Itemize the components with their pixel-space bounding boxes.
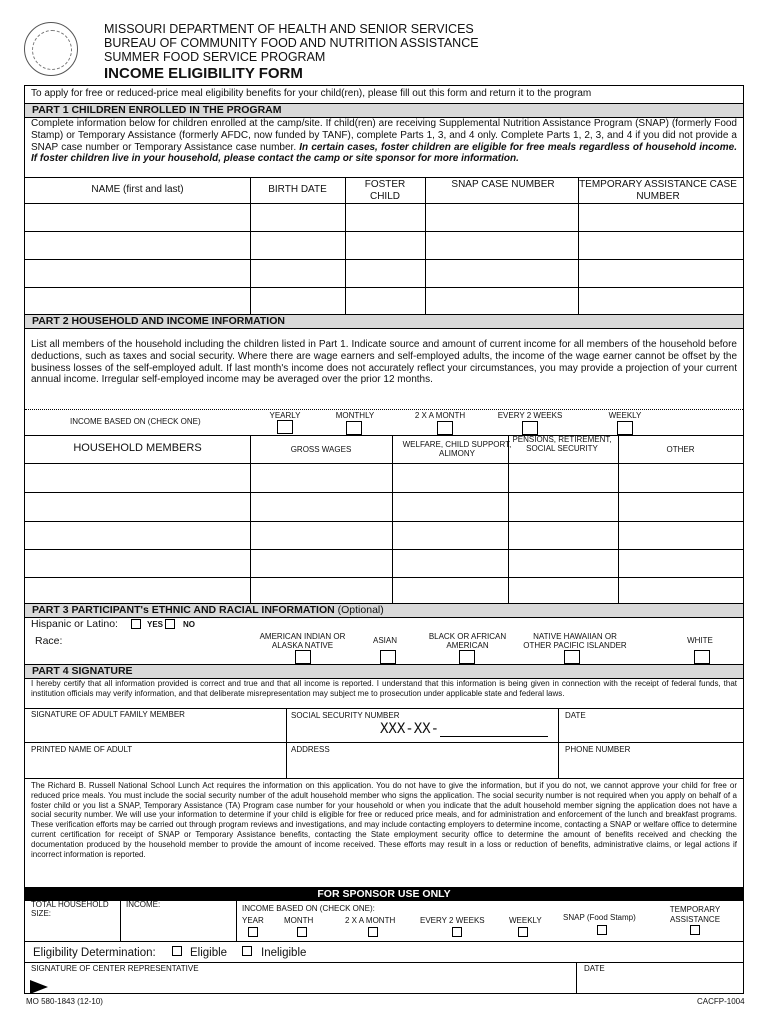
yes-label: YES (147, 620, 164, 629)
sponsor-month-label: MONTH (284, 916, 314, 925)
race-white-label: WHITE (687, 636, 713, 645)
rep-date-label: DATE (584, 964, 605, 973)
freq-weekly-label: WEEKLY (608, 411, 642, 420)
program-line: SUMMER FOOD SERVICE PROGRAM (104, 50, 326, 64)
freq-2xmonth-checkbox[interactable] (437, 421, 453, 435)
part4-heading: PART 4 SIGNATURE (25, 664, 743, 679)
date-field[interactable] (561, 720, 741, 740)
part2-row[interactable] (26, 522, 742, 548)
col-foster: FOSTER CHILD (364, 179, 406, 202)
race-white-checkbox[interactable] (694, 650, 710, 664)
agency-line-2: BUREAU OF COMMUNITY FOOD AND NUTRITION ASSISTANCE (104, 36, 479, 50)
col-birth-date: BIRTH DATE (268, 184, 327, 195)
freq-yearly-label: YEARLY (269, 411, 301, 420)
freq-2weeks-checkbox[interactable] (522, 421, 538, 435)
date-label: DATE (565, 711, 586, 720)
ssn-field[interactable]: XXX-XX- (380, 721, 440, 737)
sponsor-temp-checkbox[interactable] (690, 925, 700, 935)
sponsor-2xmonth-checkbox[interactable] (368, 927, 378, 937)
part1-instructions: Complete information below for children enrolled at the camp/site. If child(ren) are receiving Supplemental Nutrition Assistance Program (SNAP) (formerly Food Stamp) or Temporary Assistance (formerly AFDC, now funded by TANF), complete Parts 1, 3, and 4 only. Complete Parts 1, 2, 3, and 4 if you did not provide a SNAP case number or Temporary Assistance case number. In certain cases, foster children are eligible for free meals regardless of household income. If foster children live in your household, please contact the camp or site sponsor for more information. (31, 118, 737, 165)
agency-line-1: MISSOURI DEPARTMENT OF HEALTH AND SENIOR SERVICES (104, 22, 474, 36)
part2-row[interactable] (26, 550, 742, 576)
form-code: CACFP-1004 (697, 997, 745, 1006)
part2-instructions: List all members of the household including the children listed in Part 1. Indicate source and amount of current income for all members of the household before deductions, such as taxes and social security. Where there are wage earners and self-employed adults, the income of the wage earner cannot be offset by the business losses of the self-employed adult. If last month's income does not accurately reflect your circumstances, you may provide a projection of your current annual income. Irregular self-employed income may be averaged over the prior 12 months. (31, 339, 737, 386)
hispanic-label: Hispanic or Latino: (31, 618, 118, 630)
part1-row[interactable] (26, 204, 742, 230)
col-pensions: PENSIONS, RETIREMENT, SOCIAL SECURITY (512, 435, 612, 453)
race-american-indian-checkbox[interactable] (295, 650, 311, 664)
part3-heading: PART 3 PARTICIPANT's ETHNIC AND RACIAL INFORMATION (Optional) (25, 603, 743, 618)
eligible-checkbox[interactable] (172, 946, 182, 956)
col-temp: TEMPORARY ASSISTANCE CASE NUMBER (579, 179, 737, 202)
race-hawaiian-checkbox[interactable] (564, 650, 580, 664)
intro-text: To apply for free or reduced-price meal eligibility benefits for your child(ren), please fill out this form and return it to the program (31, 88, 592, 99)
part2-row[interactable] (26, 578, 742, 602)
freq-2xmonth-label: 2 X A MONTH (414, 411, 466, 420)
sponsor-heading: FOR SPONSOR USE ONLY (25, 887, 743, 901)
part1-row[interactable] (26, 232, 742, 258)
sponsor-year-checkbox[interactable] (248, 927, 258, 937)
race-black-checkbox[interactable] (459, 650, 475, 664)
eligible-label: Eligible (190, 947, 228, 959)
freq-2weeks-label: EVERY 2 WEEKS (497, 411, 563, 420)
col-gross-wages: GROSS WAGES (290, 445, 352, 454)
household-size-label: TOTAL HOUSEHOLD SIZE: (31, 900, 109, 918)
printed-name-label: PRINTED NAME OF ADULT (31, 745, 133, 754)
certification-text: I hereby certify that all information provided is correct and true and that all income is reported. I understand that this information is being given in connection with the receipt of federal funds, that institution officials may verify information, and that deliberate misrepresentation may subject me to prosecution under applicable state and federal laws. (31, 679, 737, 698)
no-label: NO (183, 620, 195, 629)
race-hawaiian-label: NATIVE HAWAIIAN OR OTHER PACIFIC ISLANDER (523, 632, 627, 650)
race-asian-checkbox[interactable] (380, 650, 396, 664)
sponsor-income-label: INCOME: (126, 900, 161, 909)
sponsor-2weeks-checkbox[interactable] (452, 927, 462, 937)
income-based-label: INCOME BASED ON (CHECK ONE) (70, 417, 201, 426)
col-name: NAME (first and last) (91, 184, 184, 195)
privacy-notice: The Richard B. Russell National School Lunch Act requires the information on this application. You do not have to give the information, but if you do not, we cannot approve your child for free or reduced price meals. You must include the social security number of the adult household member who signs the application. The social security number is not required when you apply on behalf of a foster child or you list a SNAP, Temporary Assistance (TA) Program case number for your household or when you indicate that the adult household member signing the application does not have a social security number. We will use your information to determine if your child is eligible for free or reduced price meals, and for administration and enforcement of the lunch and breakfast programs. These verification efforts may be carried out through program reviews and investigations, and may include contacting employers to determine income, contacting a SNAP or welfare office to determine current certification for receipt of SNAP or Temporary Assistance benefits, contacting the State employment security office to determine the amount of benefits received and checking the documentation produced by the household member to provide the amount of income received. These efforts may result in a loss or reduction of benefits, administrative claims, or legal actions if incorrect information is reported. (31, 781, 737, 859)
form-number: MO 580-1843 (12-10) (26, 997, 103, 1006)
sponsor-year-label: YEAR (242, 916, 264, 925)
part2-heading: PART 2 HOUSEHOLD AND INCOME INFORMATION (25, 314, 743, 329)
address-label: ADDRESS (291, 745, 330, 754)
ineligible-checkbox[interactable] (242, 946, 252, 956)
phone-label: PHONE NUMBER (565, 745, 631, 754)
col-snap: SNAP CASE NUMBER (451, 179, 555, 190)
race-black-label: BLACK OR AFRICAN AMERICAN (428, 632, 507, 650)
hispanic-yes-checkbox[interactable] (131, 619, 141, 629)
arrow-icon (30, 980, 48, 994)
part1-row[interactable] (26, 288, 742, 313)
ineligible-label: Ineligible (261, 947, 307, 959)
form-title: INCOME ELIGIBILITY FORM (104, 65, 303, 82)
signature-field[interactable] (27, 720, 283, 740)
race-asian-label: ASIAN (372, 636, 397, 645)
rep-date-field[interactable] (579, 974, 742, 992)
col-welfare: WELFARE, CHILD SUPPORT, ALIMONY (402, 440, 512, 458)
sponsor-2xmonth-label: 2 X A MONTH (345, 916, 396, 925)
freq-weekly-checkbox[interactable] (617, 421, 633, 435)
freq-yearly-checkbox[interactable] (277, 420, 293, 434)
phone-field[interactable] (561, 756, 741, 776)
col-other: OTHER (666, 445, 695, 454)
state-seal-icon (24, 22, 78, 76)
part2-row[interactable] (26, 464, 742, 491)
rep-signature-field[interactable] (27, 974, 573, 992)
sponsor-2weeks-label: EVERY 2 WEEKS (420, 916, 485, 925)
race-label: Race: (35, 635, 63, 647)
address-field[interactable] (289, 756, 555, 776)
printed-name-field[interactable] (27, 756, 283, 776)
ssn-label: SOCIAL SECURITY NUMBER (291, 711, 400, 720)
freq-monthly-checkbox[interactable] (346, 421, 362, 435)
col-household-members: HOUSEHOLD MEMBERS (73, 442, 202, 454)
signature-label: SIGNATURE OF ADULT FAMILY MEMBER (31, 710, 185, 719)
sponsor-weekly-label: WEEKLY (509, 916, 542, 925)
part1-heading: PART 1 CHILDREN ENROLLED IN THE PROGRAM (25, 103, 743, 118)
part2-row[interactable] (26, 493, 742, 520)
sponsor-month-checkbox[interactable] (297, 927, 307, 937)
eligibility-label: Eligibility Determination: (33, 947, 156, 959)
rep-signature-label: SIGNATURE OF CENTER REPRESENTATIVE (31, 964, 199, 973)
part1-row[interactable] (26, 260, 742, 286)
freq-monthly-label: MONTHLY (335, 411, 375, 420)
sponsor-based-label: INCOME BASED ON (CHECK ONE): (242, 904, 375, 913)
sponsor-snap-checkbox[interactable] (597, 925, 607, 935)
hispanic-no-checkbox[interactable] (165, 619, 175, 629)
race-american-indian-label: AMERICAN INDIAN OR ALASKA NATIVE (259, 632, 346, 650)
sponsor-snap-label: SNAP (Food Stamp) (563, 913, 636, 922)
sponsor-temp-label: TEMPORARY ASSISTANCE (669, 905, 721, 924)
sponsor-weekly-checkbox[interactable] (518, 927, 528, 937)
